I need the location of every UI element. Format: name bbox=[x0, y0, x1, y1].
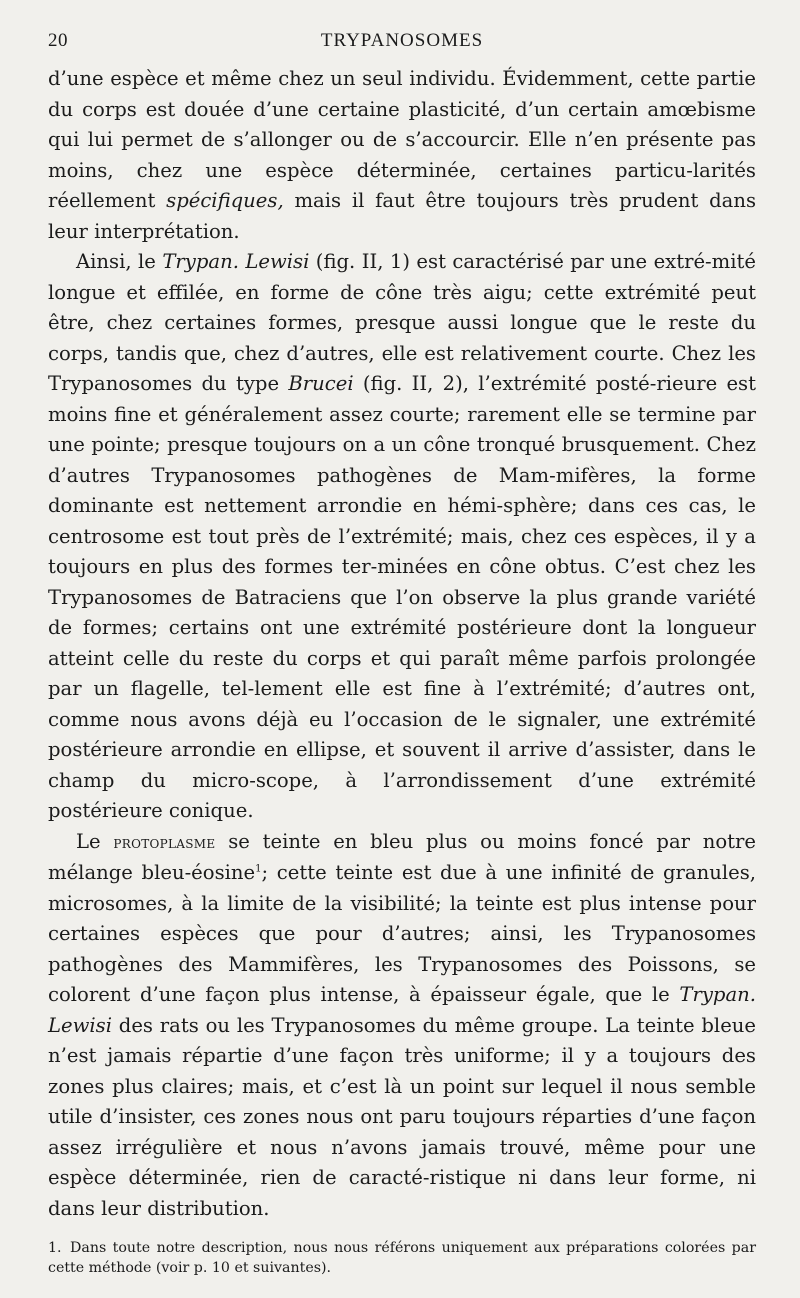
paragraph-3-text-a: Le bbox=[76, 829, 101, 853]
footnotes bbox=[48, 1238, 756, 1278]
footnote-reference[interactable]: 1 bbox=[255, 863, 262, 875]
paragraph-3-text-d: des rats ou les Trypanosomes du même groupe. La teinte bleue n’est jamais répartie d’une façon très uniforme; il y a toujours des zones plus claires; mais, et c’est là un point sur lequel il nous semble utile d’insister, ces zones nous ont paru toujours réparties d’une façon assez irrégulière et nous n’avons jamais trouvé, même pour une espèce déterminée, rien de caracté-ristique ni dans leur forme, ni dans leur distribution. bbox=[48, 1013, 757, 1220]
paragraph-1 bbox=[48, 64, 756, 247]
running-title: TRYPANOSOMES bbox=[320, 30, 484, 51]
paragraph-3-smallcaps-term: protoplasme bbox=[113, 832, 216, 853]
paragraph-2-text-c: (fig. II, 2), l’extrémité posté-rieure est moins fine et généralement assez courte; rarement elle se termine par une pointe; presque toujours on a un cône tronqué brusquement. Chez d’autres Trypanosomes pathogènes de Mam-mifères, la forme dominante est nettement arrondie en hémi-sphère; dans ces cas, le centrosome est tout près de l’extrémité; mais, chez ces espèces, il y a toujours en plus des formes ter-minées en cône obtus. C’est chez les Trypanosomes de Batraciens que l’on observe la plus grande variété de formes; certains ont une extrémité postérieure dont la longueur atteint celle du reste du corps et qui paraît même parfois prolongée par un flagelle, tel-lement elle est fine à l’extrémité; d’autres ont, comme nous avons déjà eu l’occasion de le signaler, une extrémité postérieure arrondie en ellipse, et souvent il arrive d’assister, dans le champ du micro-scope, à l’arrondissement d’une extrémité postérieure conique. bbox=[48, 372, 756, 822]
paragraph-3 bbox=[48, 827, 756, 1225]
footnote-1 bbox=[48, 1238, 756, 1278]
body-text bbox=[48, 64, 756, 1224]
paragraph-1-text: d’une espèce et même chez un seul individu. Évidemment, cette partie du corps est douée d’une certaine plasticité, d’un certain amœbisme qui lui permet de s’allonger ou de s’accourcir. Elle n’en présente pas moins, chez une espèce déterminée, certaines particu-larités réellement bbox=[48, 67, 756, 212]
paragraph-1-end: mais il faut être toujours très prudent dans leur interprétation. bbox=[48, 189, 756, 243]
running-head bbox=[48, 30, 756, 56]
page-number: 20 bbox=[48, 30, 68, 51]
paragraph-3-text-c: ; cette teinte est due à une infinité de granules, microsomes, à la limite de la visibilité; la teinte est plus intense pour certaines espèces que pour d’autres; ainsi, les Trypanosomes pathogènes des Mammifères, les Trypanosomes des Poissons, se colorent d’une façon plus intense, à épaisseur égale, que le bbox=[48, 861, 756, 1006]
paragraph-2-text-a: Ainsi, le bbox=[76, 250, 156, 273]
paragraph-3-species-lewisi: Trypan. Lewisi bbox=[48, 983, 756, 1037]
footnote-number: 1. bbox=[48, 1240, 62, 1256]
paragraph-2-text-b: (fig. II, 1) est caractérisé par une extré-mité longue et effilée, en forme de cône très aigu; cette extrémité peut être, chez certaines formes, presque aussi longue que le reste du corps, tandis que, chez d’autres, elle est relativement courte. Chez les Trypanosomes du type bbox=[48, 250, 756, 395]
paragraph-3-text-b: se teinte en bleu plus ou moins foncé par notre mélange bleu-éosine bbox=[48, 829, 756, 884]
page bbox=[48, 30, 756, 1278]
paragraph-2 bbox=[48, 247, 756, 827]
paragraph-2-species-lewisi: Trypan. Lewisi bbox=[162, 250, 310, 273]
paragraph-1-italic: spécifiques, bbox=[166, 189, 284, 212]
footnote-text: Dans toute notre description, nous nous référons uniquement aux préparations colorées par cette méthode (voir p. 10 et suivantes). bbox=[48, 1240, 756, 1276]
paragraph-2-species-brucei: Brucei bbox=[288, 372, 354, 395]
